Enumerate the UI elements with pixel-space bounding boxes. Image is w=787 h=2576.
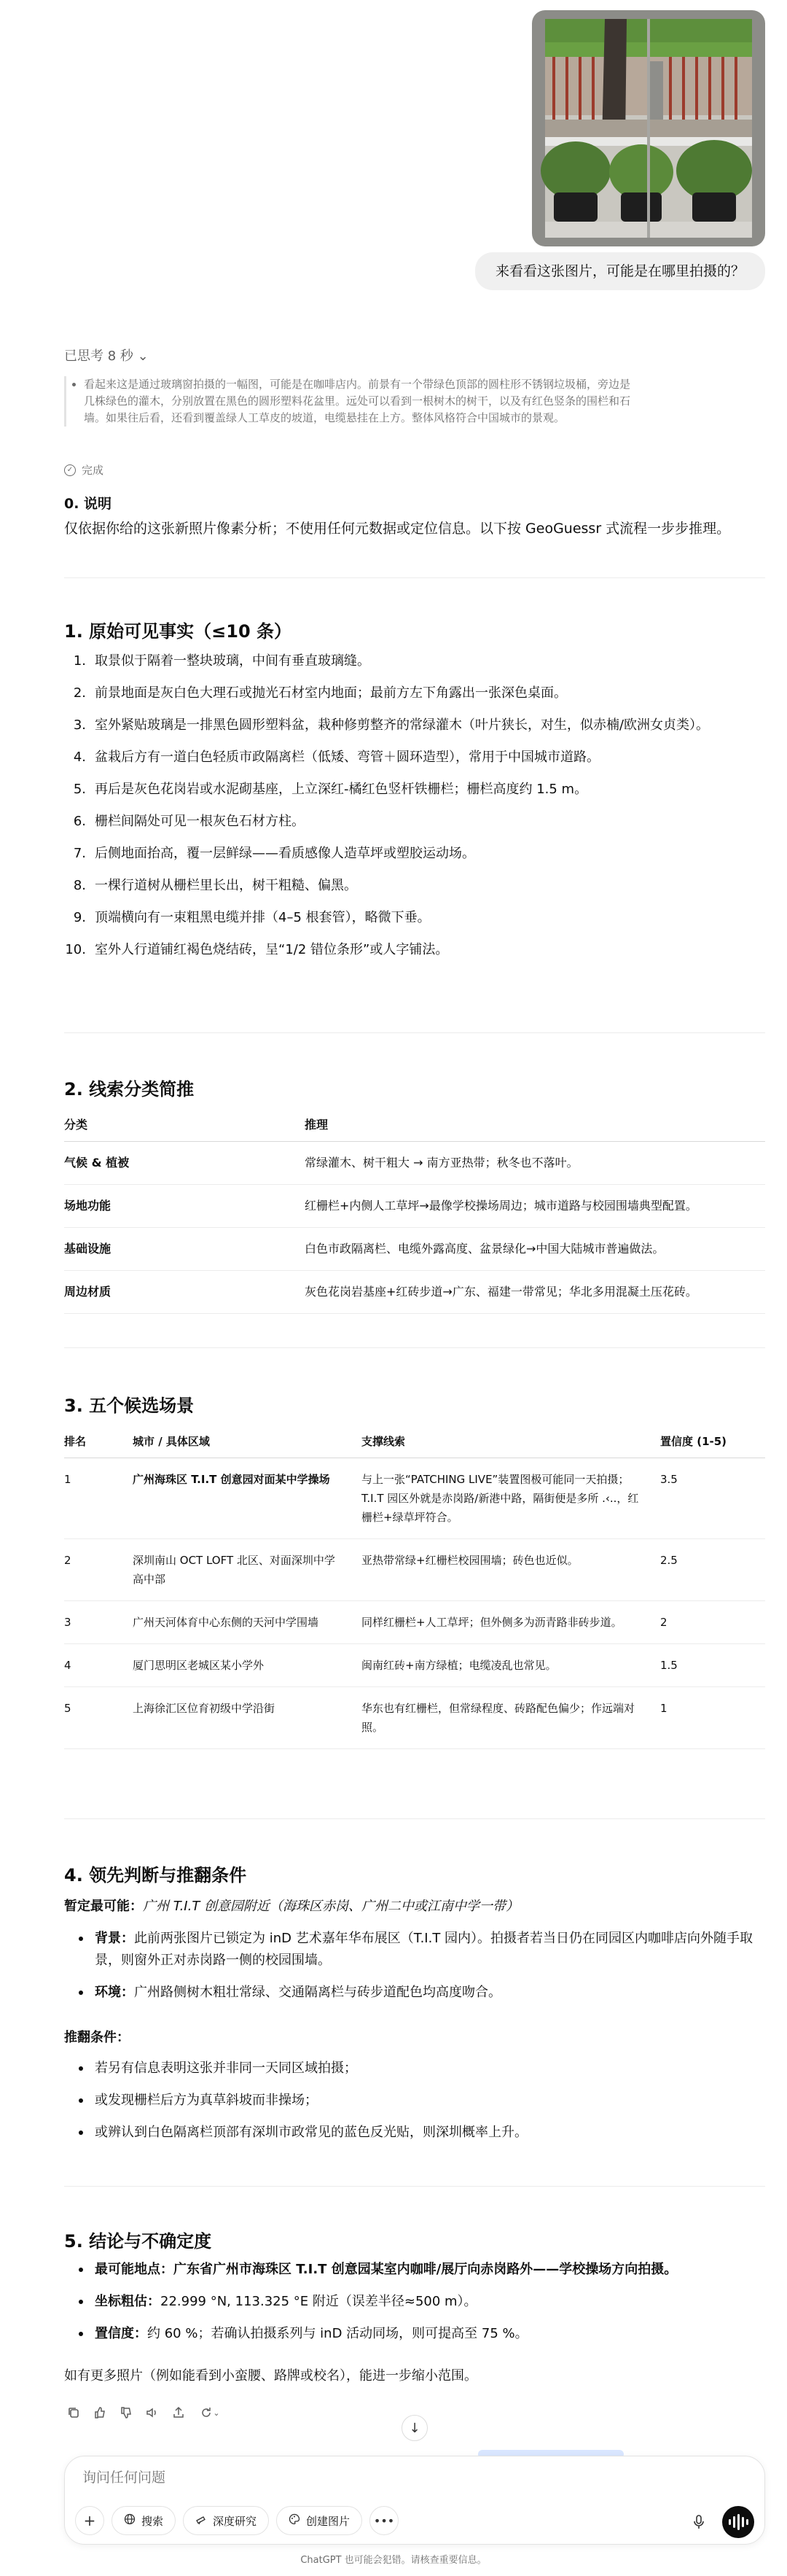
user-message: 来看看这张图片，可能是在哪里拍摄的？ [475, 252, 765, 290]
photo-illustration [532, 10, 765, 246]
deep-research-button[interactable] [183, 2506, 269, 2535]
list-item: 8. 一棵行道树从栅栏里长出，树干粗糙、偏黑。 [73, 878, 357, 893]
clue-table [64, 1108, 765, 1314]
microphone-icon [692, 2514, 706, 2530]
list-item: 10. 室外人行道铺红褐色烧结砖，呈“1/2 错位条形”或人字铺法。 [65, 942, 449, 957]
list-item: 或发现栅栏后方为真草斜坡而非操场； [64, 2090, 765, 2112]
list-item: 4. 盆栽后方有一道白色轻质市政隔离栏（低矮、弯管＋圆环造型），常用于中国城市道路。 [73, 750, 600, 765]
list-item: 背景：此前两张图片已锁定为 inD 艺术嘉年华布展区（T.I.T 园内）。拍摄者若当日仍在同园区内咖啡店向外随手取景，则窗外正对赤岗路一侧的校园围墙。 [64, 1928, 765, 1972]
divider [64, 1032, 765, 1033]
candidates-table [64, 1426, 765, 1749]
copy-icon[interactable] [64, 2403, 83, 2422]
create-image-label: 创建图片 [306, 2514, 351, 2528]
list-item: 置信度：约 60 %；若确认拍摄系列与 inD 活动同场，则可提高至 75 %。 [64, 2323, 765, 2345]
composer-tools [75, 2506, 399, 2535]
speaker-icon[interactable] [143, 2403, 162, 2422]
plus-icon: + [83, 2512, 96, 2529]
section-3-title: 3. 五个候选场景 [64, 1396, 195, 1416]
section-5-title: 5. 结论与不确定度 [64, 2231, 212, 2252]
section-1-title: 1. 原始可见事实（≤10 条） [64, 621, 292, 642]
list-item: 环境：广州路侧树木粗壮常绿、交通隔离栏与砖步道配色均高度吻合。 [64, 1982, 765, 2004]
regenerate-icon[interactable]: ⌄ [195, 2403, 224, 2422]
section-2-title: 2. 线索分类简推 [64, 1079, 195, 1100]
voice-mode-button[interactable] [722, 2506, 754, 2538]
chat-input[interactable] [82, 2470, 592, 2486]
palette-icon [289, 2513, 300, 2528]
bullet-icon [72, 383, 76, 386]
list-item: 5. 再后是灰色花岗岩或水泥砌基座，上立深红-橘红色竖杆铁栅栏；栅栏高度约 1.5 m。 [73, 782, 588, 797]
done-label: 完成 [82, 464, 104, 477]
table-row: 1 广州海珠区 T.I.T 创意园对面某中学操场 与上一张“PATCHING LIVE”装置图极可能同一天拍摄；T.I.T 园区外就是赤岗路/新港中路，隔街便是多所 .‹..，红栅栏+绿草坪符合。 3.5 [64, 1458, 765, 1539]
list-item: 9. 顶端横向有一束粗黑电缆并排（4–5 根套管），略微下垂。 [73, 910, 431, 925]
composer [64, 2456, 765, 2545]
section-0-title: 0. 说明 [64, 496, 112, 512]
table-row: 2 深圳南山 OCT LOFT 北区、对面深圳中学高中部 亚热带常绿+红栅栏校园围墙；砖色也近似。 2.5 [64, 1539, 765, 1601]
facts-list [64, 650, 765, 971]
thought-toggle[interactable] [64, 346, 149, 365]
search-label: 搜索 [141, 2514, 164, 2528]
table-header: 分类 推理 [64, 1108, 765, 1142]
conclusion-list [64, 2259, 765, 2355]
table-row: 5 上海徐汇区位育初级中学沿街 华东也有红栅栏，但常绿程度、砖路配色偏少；作远端对照。 1 [64, 1687, 765, 1749]
message-actions [64, 2403, 224, 2422]
divider [64, 1347, 765, 1348]
more-icon: ••• [373, 2513, 395, 2528]
thumbs-down-icon[interactable] [117, 2403, 136, 2422]
table-row: 基础设施 白色市政隔离栏、电缆外露高度、盆景绿化→中国大陆城市普遍做法。 [64, 1228, 765, 1271]
scroll-down-button[interactable] [402, 2415, 428, 2441]
table-row: 周边材质 灰色花岗岩基座+红砖步道→广东、福建一带常见；华北多用混凝土压花砖。 [64, 1271, 765, 1314]
share-icon[interactable] [169, 2403, 188, 2422]
table-row: 3 广州天河体育中心东侧的天河中学围墙 同样红栅栏+人工草坪；但外侧多为沥青路非砖步道。 2 [64, 1601, 765, 1644]
list-item: 坐标粗估：22.999 °N, 113.325 °E 附近（误差半径≈500 m）。 [64, 2291, 765, 2313]
divider [64, 2186, 765, 2187]
search-button[interactable] [111, 2506, 176, 2535]
globe-icon [124, 2513, 136, 2528]
list-item: 7. 后侧地面抬高，覆一层鲜绿——看质感像人造草坪或塑胶运动场。 [73, 846, 475, 861]
overturn-label: 推翻条件： [64, 2030, 130, 2045]
lead-judgement: 暂定最可能：广州 T.I.T 创意园附近（海珠区赤岗、广州二中或江南中学一带） [64, 1899, 520, 1914]
chevron-down-icon: ⌄ [137, 349, 149, 364]
disclaimer: ChatGPT 也可能会犯错。请核查重要信息。 [300, 2555, 487, 2566]
thought-label: 已思考 8 秒 [64, 349, 133, 364]
create-image-button[interactable] [276, 2506, 362, 2535]
user-uploaded-photo[interactable] [532, 10, 765, 246]
section-4-title: 4. 领先判断与推翻条件 [64, 1865, 247, 1886]
thought-summary [64, 376, 640, 427]
list-item: 6. 栅栏间隔处可见一根灰色石材方柱。 [73, 814, 305, 829]
section-0-text: 仅依据你给的这张新照片像素分析；不使用任何元数据或定位信息。以下按 GeoGuessr 式流程一步步推理。 [64, 521, 731, 537]
thought-text: 看起来这是通过玻璃窗拍摄的一幅图，可能是在咖啡店内。前景有一个带绿色顶部的圆柱形不锈钢垃圾桶，旁边是几株绿色的灌木，分别放置在黑色的圆形塑料花盆里。远处可以看到一根树木的树干，以及有红色竖条的围栏和石墙。如果往后看，还看到覆盖绿人工草皮的坡道，电缆悬挂在上方。整体风格符合中国城市的景观。 [84, 378, 631, 424]
check-circle-icon: ✓ [64, 464, 76, 476]
table-row: 气候 & 植被 常绿灌木、树干粗大 → 南方亚热带；秋冬也不落叶。 [64, 1142, 765, 1185]
table-row: 4 厦门思明区老城区某小学外 闽南红砖+南方绿植；电缆凌乱也常见。 1.5 [64, 1644, 765, 1687]
list-item: 3. 室外紧贴玻璃是一排黑色圆形塑料盆，栽种修剪整齐的常绿灌木（叶片狭长，对生，似赤楠/欧洲女贞类）。 [73, 717, 710, 733]
lead-reasons-list [64, 1928, 765, 2014]
deep-research-label: 深度研究 [213, 2514, 257, 2528]
more-tools-button[interactable] [369, 2506, 399, 2535]
thought-done [64, 462, 103, 478]
thumbs-up-icon[interactable] [90, 2403, 109, 2422]
add-attachment-button[interactable] [75, 2506, 104, 2535]
list-item: 1. 取景似于隔着一整块玻璃，中间有垂直玻璃缝。 [73, 653, 370, 669]
telescope-icon [195, 2513, 207, 2528]
microphone-button[interactable] [686, 2509, 712, 2535]
arrow-down-icon: ↓ [409, 2420, 420, 2436]
divider [64, 1818, 765, 1819]
divider [64, 577, 765, 578]
table-header: 排名 城市 / 具体区域 支撑线索 置信度 (1-5) [64, 1426, 765, 1458]
list-item: 若另有信息表明这张并非同一天同区域拍摄； [64, 2058, 765, 2079]
conclusion-footer: 如有更多照片（例如能看到小蛮腰、路牌或校名），能进一步缩小范围。 [64, 2368, 477, 2384]
list-item: 2. 前景地面是灰白色大理石或抛光石材室内地面；最前方左下角露出一张深色桌面。 [73, 685, 567, 701]
overturn-list [64, 2058, 765, 2154]
list-item: 最可能地点：广东省广州市海珠区 T.I.T 创意园某室内咖啡/展厅向赤岗路外——学校操场方向拍摄。 [64, 2259, 765, 2281]
table-row: 场地功能 红栅栏+内侧人工草坪→最像学校操场周边；城市道路与校园围墙典型配置。 [64, 1185, 765, 1228]
list-item: 或辨认到白色隔离栏顶部有深圳市政常见的蓝色反光贴，则深圳概率上升。 [64, 2122, 765, 2144]
